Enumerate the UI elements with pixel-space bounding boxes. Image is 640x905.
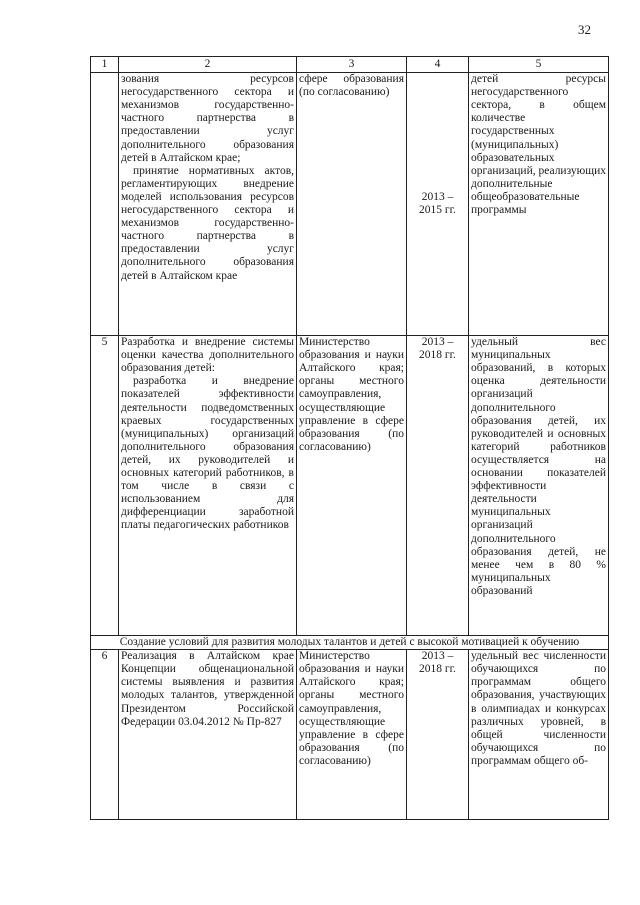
executor-cell: Министерство образования и науки Алтайского края; органы местного самоуправления, осуществляющие управление в сфере образования (по согласованию) [297,650,407,820]
row-number [91,73,119,336]
row-number: 6 [91,650,119,820]
row-number: 5 [91,336,119,636]
activity-text: зования ресурсов негосударственного сектора и механизмов государственно-частного партнерства в предоставлении услуг дополнительного образования детей в Алтайском крае; [121,73,294,164]
activity-text: Разработка и внедрение системы оценки качества дополнительного образования детей: [121,336,294,375]
period-cell: 2013 – 2018 гг. [407,650,469,820]
activity-cell [119,336,297,636]
table-row [91,650,609,820]
table-header-row [91,57,609,73]
period-cell [407,73,469,336]
indicator-cell: детей ресурсы негосударственного сектора, в общем количестве государственных (муниципальных) образовательных организаций, реализующих дополнительные общеобразовательные программы [469,73,609,336]
activity-cell: Реализация в Алтайском крае Концепции общенациональной системы выявления и развития молодых талантов, утвержденной Президентом Российской Федерации 03.04.2012 № Пр-827 [119,650,297,820]
period-text: 2013 – 2015 гг. [419,191,456,217]
column-header: 3 [297,57,407,73]
executor-cell: сфере образования (по согласованию) [297,73,407,336]
activity-text: разработка и внедрение показателей эффективности деятельности подведомственных краевых государственных (муниципальных) организаций дополнительного образования детей, их руководителей и основных категорий работников, в том числе в связи с использованием для дифференциации заработной платы педагогических работников [121,375,294,532]
executor-cell: Министерство образования и науки Алтайского края; органы местного самоуправления, осуществляющие управление в сфере образования (по согласованию) [297,336,407,636]
column-header: 5 [469,57,609,73]
activity-cell [119,73,297,336]
activity-text: принятие нормативных актов, регламентирующих внедрение моделей использования ресурсов негосударственного сектора и механизмов государственно-частного партнерства в предоставлении услуг дополнительного образования детей в Алтайском крае [121,164,294,282]
column-header: 1 [91,57,119,73]
page-number: 32 [578,22,591,37]
column-header: 2 [119,57,297,73]
section-heading: Создание условий для развития молодых талантов и детей с высокой мотивацией к обучению [91,636,609,650]
indicator-cell: удельный вес муниципальных образований, в которых оценка деятельности организаций дополнительного образования детей, их руководителей и основных категорий работников осуществляется на основании показателей эффективности деятельности муниципальных организаций дополнительного образования детей, не менее чем в 80 % муниципальных образований [469,336,609,636]
section-heading-row [91,636,609,650]
table-row [91,336,609,636]
indicator-cell: удельный вес численности обучающихся по программам общего образования, участвующих в олимпиадах и конкурсах различных уровней, в общей численности обучающихся по программам общего об- [469,650,609,820]
column-header: 4 [407,57,469,73]
table-row [91,73,609,336]
period-cell: 2013 – 2018 гг. [407,336,469,636]
action-plan-table [90,56,609,820]
